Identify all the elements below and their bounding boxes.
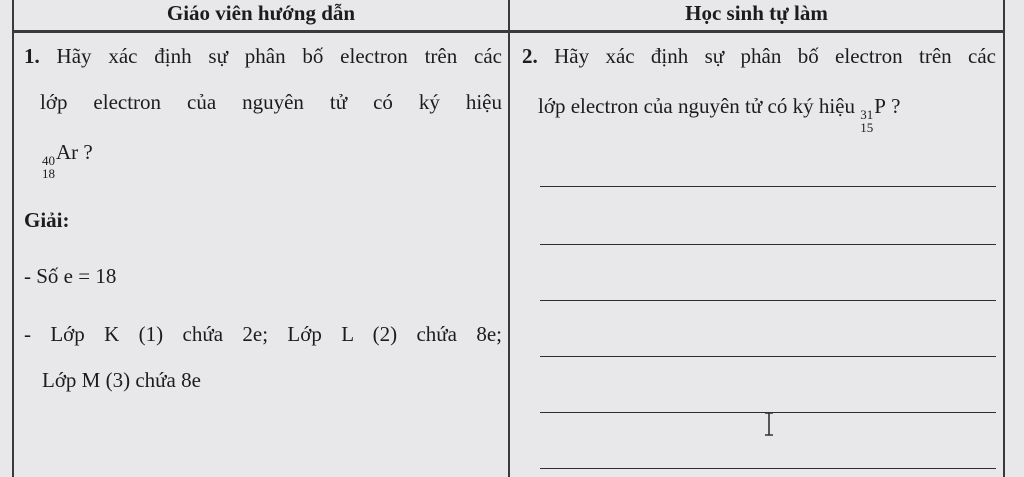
question-number: 2. [522, 44, 538, 68]
answer-line[interactable] [540, 468, 996, 469]
text-cursor-icon [762, 412, 776, 436]
student-question [522, 44, 996, 144]
question-text: lớp electron của nguyên tử có ký hiệu [538, 94, 861, 118]
atomic-number: 15 [860, 120, 874, 135]
question-text: Hãy xác định sự phân bố electron trên các [537, 44, 996, 68]
column-divider [508, 0, 510, 477]
answer-line[interactable] [540, 300, 996, 301]
teacher-question [24, 44, 502, 194]
teacher-question-line3 [42, 140, 93, 180]
mass-number: 40 [42, 153, 55, 168]
solution-label: Giải: [24, 208, 70, 232]
element-symbol: Ar [56, 140, 79, 164]
header-student: Học sinh tự làm [685, 1, 828, 25]
question-mark: ? [78, 140, 93, 164]
answer-line[interactable] [540, 186, 996, 187]
answer-line[interactable] [540, 244, 996, 245]
phosphorus-symbol [860, 94, 886, 134]
mass-number: 31 [860, 107, 874, 122]
atomic-number: 18 [42, 166, 55, 181]
element-symbol: P [874, 94, 886, 118]
solution-step-shells-line2: Lớp M (3) chứa 8e [42, 368, 201, 392]
student-question-line1 [522, 44, 996, 69]
solution-step-electron-count: - Số e = 18 [24, 264, 117, 288]
question-text: Hãy xác định sự phân bố electron trên các [39, 44, 502, 68]
teacher-question-line1 [24, 44, 502, 69]
teacher-question-line2: lớp electron của nguyên tử có ký hiệu [40, 90, 502, 114]
argon-symbol [42, 140, 78, 180]
answer-line[interactable] [540, 356, 996, 357]
question-number: 1. [24, 44, 40, 68]
header-divider [12, 30, 1005, 33]
question-mark: ? [885, 94, 901, 118]
header-teacher: Giáo viên hướng dẫn [166, 1, 356, 25]
solution-step-shells-line1: - Lớp K (1) chứa 2e; Lớp L (2) chứa 8e; [24, 322, 502, 346]
student-question-line2 [538, 94, 996, 134]
